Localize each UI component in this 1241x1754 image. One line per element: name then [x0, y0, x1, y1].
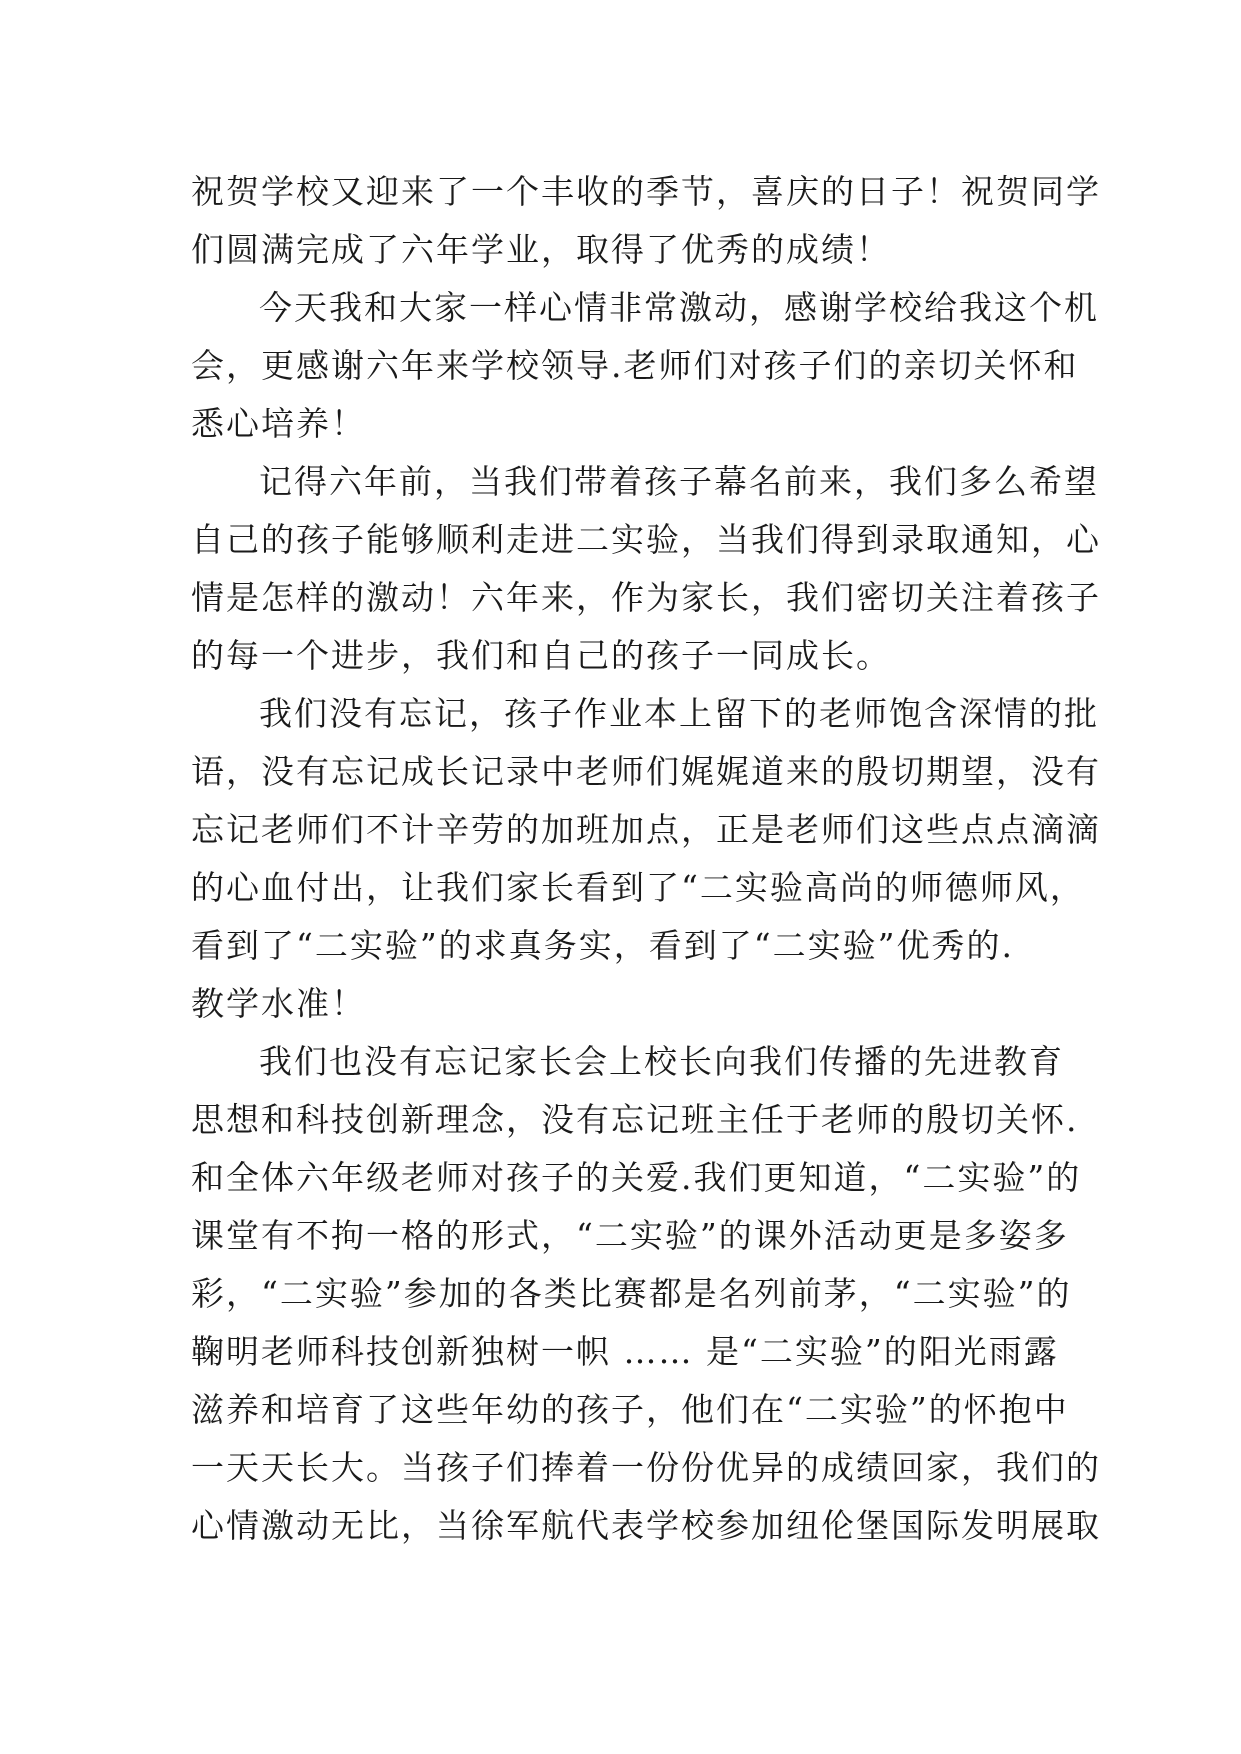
- text-line: 的心血付出，让我们家长看到了“二实验高尚的师德师风，: [191, 868, 1085, 907]
- text-line: 会，更感谢六年来学校领导.老师们对孩子们的亲切关怀和: [191, 346, 1079, 385]
- text-line: 思想和科技创新理念，没有忘记班主任于老师的殷切关怀.: [191, 1100, 1079, 1139]
- text-line: 祝贺学校又迎来了一个丰收的季节，喜庆的日子！祝贺同学: [191, 172, 1101, 211]
- text-line: 忘记老师们不计辛劳的加班加点，正是老师们这些点点滴滴: [191, 810, 1101, 849]
- text-line: 看到了“二实验”的求真务实，看到了“二实验”优秀的.: [191, 926, 1014, 965]
- text-line: 情是怎样的激动！六年来，作为家长，我们密切关注着孩子: [191, 578, 1101, 617]
- text-line: 今天我和大家一样心情非常激动，感谢学校给我这个机: [259, 288, 1099, 327]
- text-line: 教学水准！: [191, 984, 366, 1023]
- text-line: 彩，“二实验”参加的各类比赛都是名列前茅，“二实验”的: [191, 1274, 1072, 1313]
- text-line: 悉心培养！: [191, 404, 366, 443]
- text-line: 滋养和培育了这些年幼的孩子，他们在“二实验”的怀抱中: [191, 1390, 1069, 1429]
- text-line: 语，没有忘记成长记录中老师们娓娓道来的殷切期望，没有: [191, 752, 1101, 791]
- text-line: 我们也没有忘记家长会上校长向我们传播的先进教育: [259, 1042, 1064, 1081]
- text-line: 我们没有忘记，孩子作业本上留下的老师饱含深情的批: [259, 694, 1099, 733]
- text-line: 一天天长大。当孩子们捧着一份份优异的成绩回家，我们的: [191, 1448, 1101, 1487]
- text-line: 自己的孩子能够顺利走进二实验，当我们得到录取通知，心: [191, 520, 1101, 559]
- text-line: 的每一个进步，我们和自己的孩子一同成长。: [191, 636, 891, 675]
- text-line: 和全体六年级老师对孩子的关爱.我们更知道，“二实验”的: [191, 1158, 1082, 1197]
- text-line: 鞠明老师科技创新独树一帜 …… 是“二实验”的阳光雨露: [191, 1332, 1059, 1371]
- text-line: 记得六年前，当我们带着孩子幕名前来，我们多么希望: [259, 462, 1099, 501]
- text-line: 课堂有不拘一格的形式，“二实验”的课外活动更是多姿多: [191, 1216, 1069, 1255]
- text-line: 心情激动无比，当徐军航代表学校参加纽伦堡国际发明展取: [191, 1506, 1101, 1545]
- text-line: 们圆满完成了六年学业，取得了优秀的成绩！: [191, 230, 891, 269]
- document-body: [191, 163, 1101, 1555]
